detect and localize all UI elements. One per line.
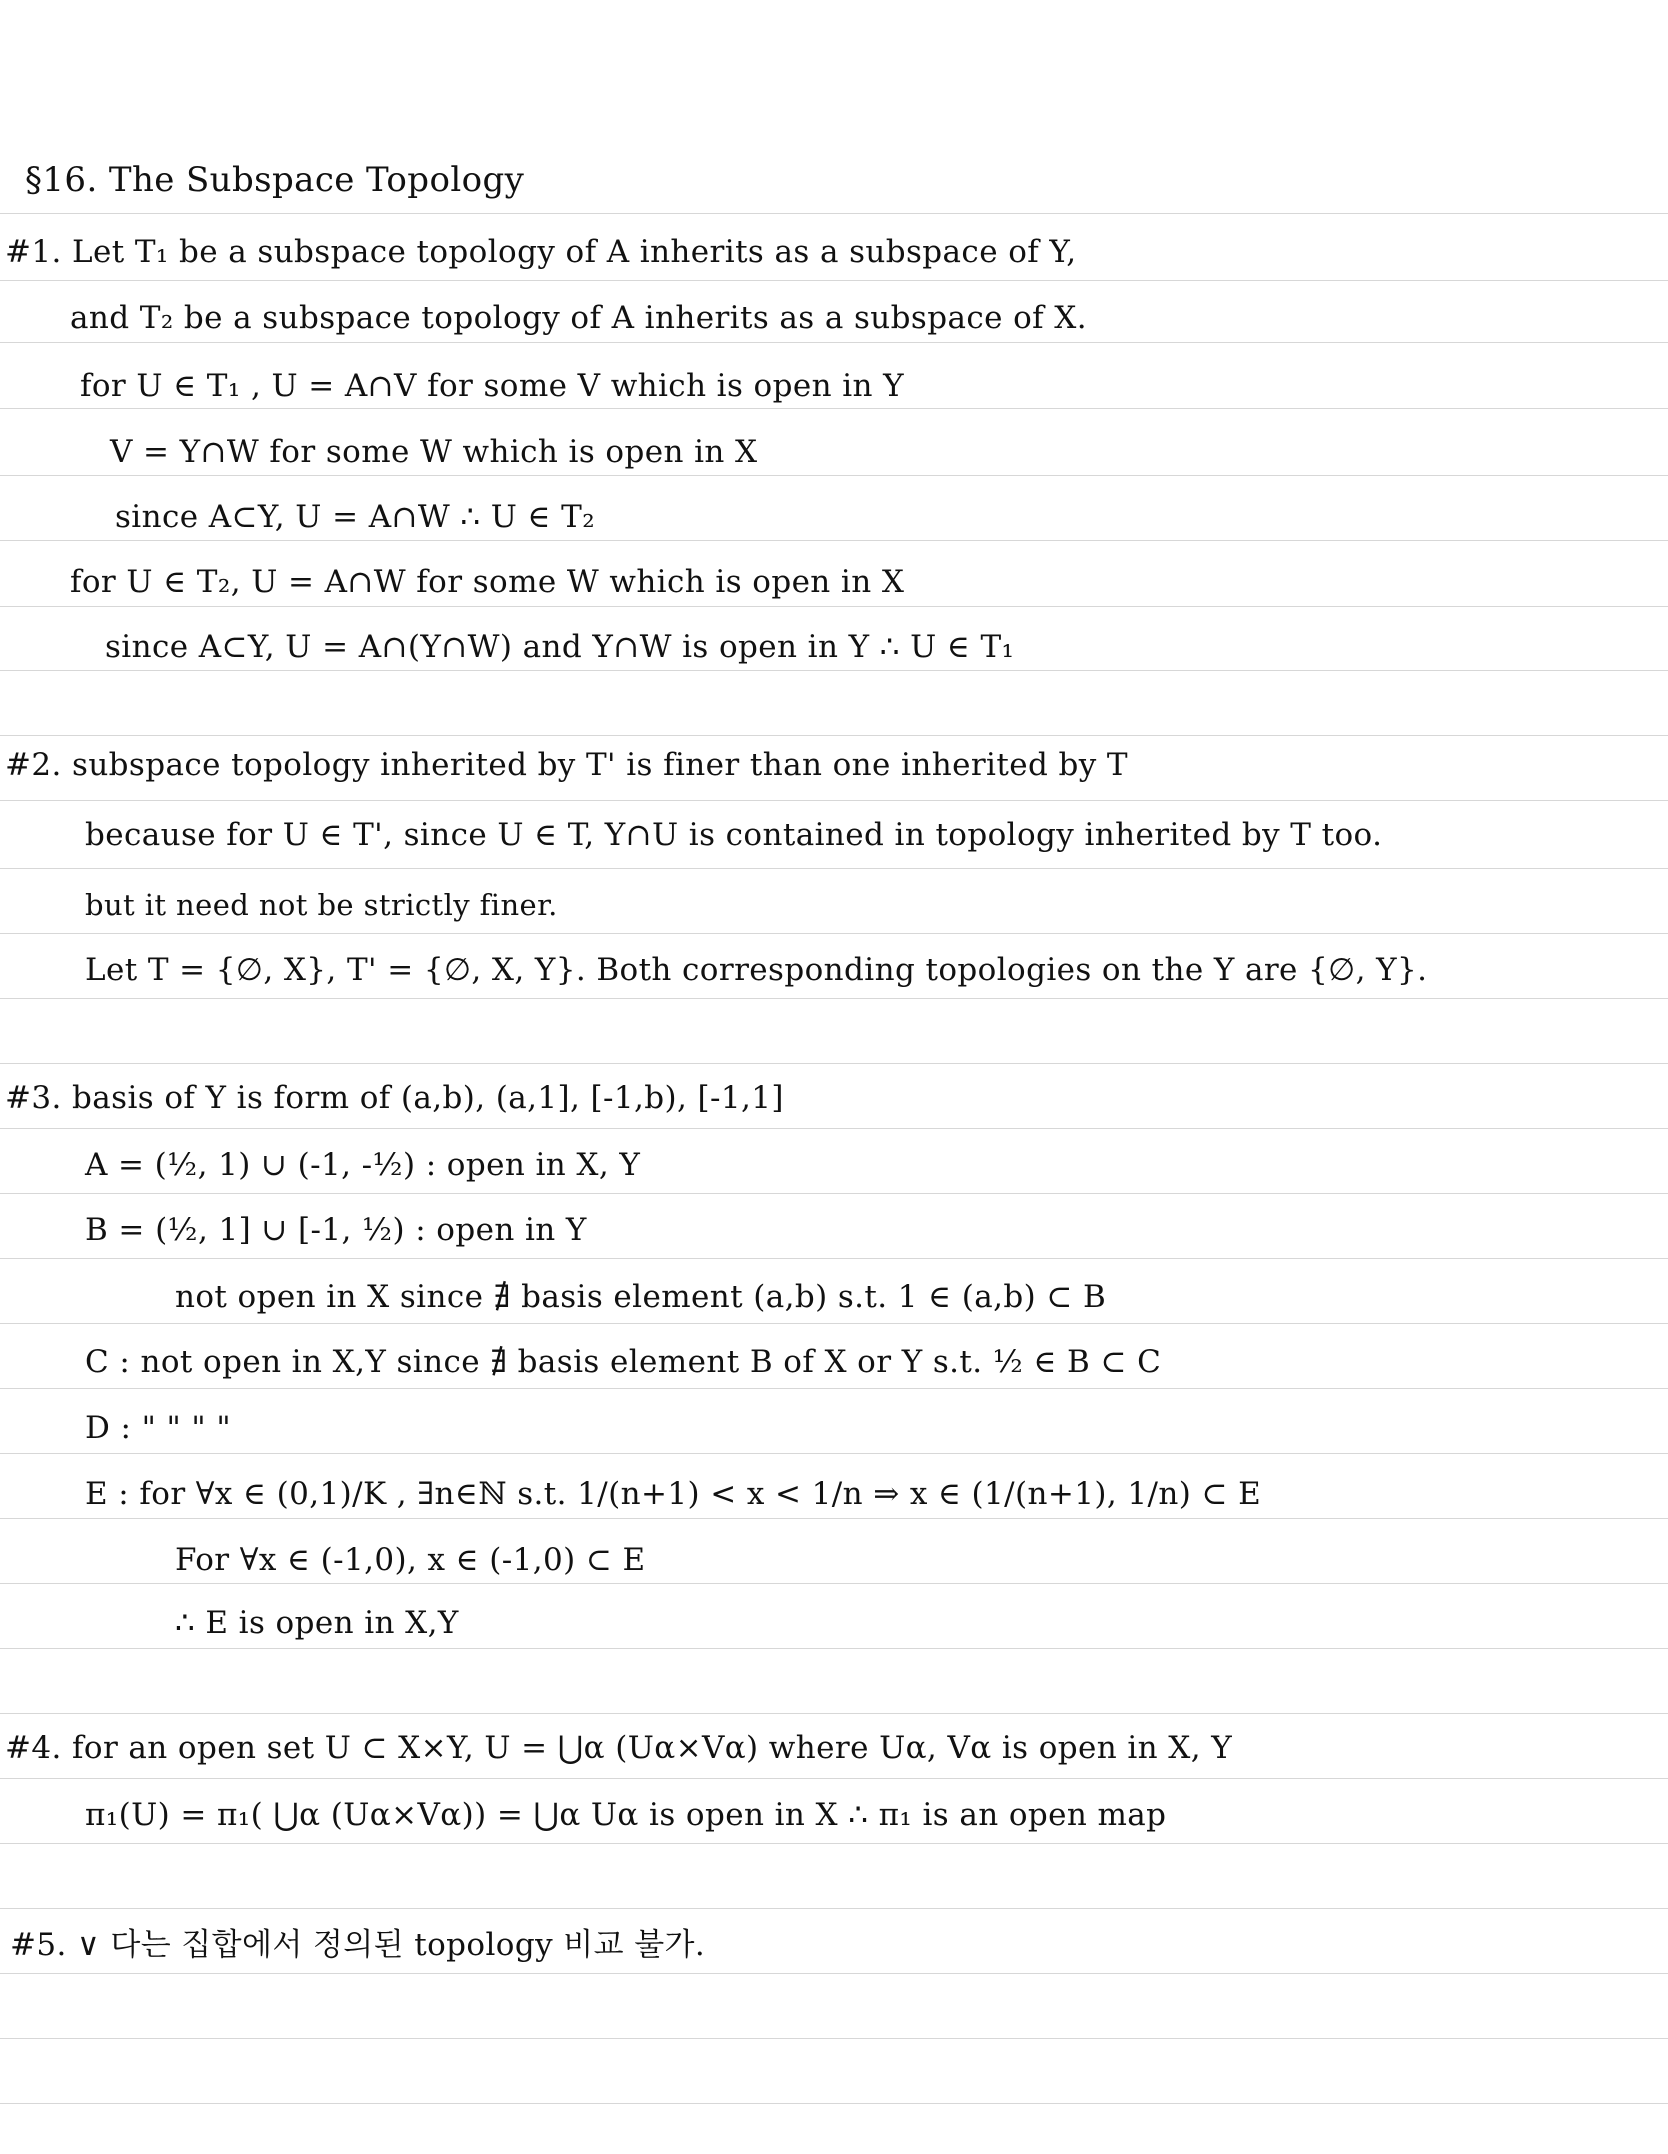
problem-2-line: because for U ∈ T', since U ∈ T, Y∩U is contained in topology inherited by T too. xyxy=(85,817,1383,853)
problem-4-line: π₁(U) = π₁( ⋃α (Uα×Vα)) = ⋃α Uα is open in X ∴ π₁ is an open map xyxy=(85,1797,1167,1833)
problem-3-line: B = (½, 1] ∪ [-1, ½) : open in Y xyxy=(85,1212,587,1248)
ruled-line xyxy=(0,998,1668,999)
problem-1-line: for U ∈ T₁ , U = A∩V for some V which is open in Y xyxy=(80,368,905,404)
ruled-line xyxy=(0,1388,1668,1389)
problem-3-line: C : not open in X,Y since ∄ basis element B of X or Y s.t. ½ ∈ B ⊂ C xyxy=(85,1344,1162,1380)
ruled-line xyxy=(0,1973,1668,1974)
ruled-line xyxy=(0,1128,1668,1129)
ruled-line xyxy=(0,408,1668,409)
problem-1-line: V = Y∩W for some W which is open in X xyxy=(110,434,758,470)
problem-3-line: ∴ E is open in X,Y xyxy=(175,1605,459,1641)
ruled-line xyxy=(0,540,1668,541)
ruled-line xyxy=(0,280,1668,281)
ruled-line xyxy=(0,1908,1668,1909)
ruled-line xyxy=(0,1063,1668,1064)
ruled-line xyxy=(0,1323,1668,1324)
problem-1-line: since A⊂Y, U = A∩W ∴ U ∈ T₂ xyxy=(115,499,596,535)
ruled-line xyxy=(0,1258,1668,1259)
ruled-line xyxy=(0,606,1668,607)
ruled-line xyxy=(0,342,1668,343)
ruled-line xyxy=(0,1453,1668,1454)
problem-1-line: for U ∈ T₂, U = A∩W for some W which is open in X xyxy=(70,564,905,600)
ruled-line xyxy=(0,670,1668,671)
problem-3-line: #3. basis of Y is form of (a,b), (a,1], [-1,b), [-1,1] xyxy=(5,1080,784,1116)
problem-1-line: and T₂ be a subspace topology of A inherits as a subspace of X. xyxy=(70,300,1088,336)
ruled-line xyxy=(0,1843,1668,1844)
problem-5-line: #5. ∨ 다는 집합에서 정의된 topology 비교 불가. xyxy=(10,1927,706,1963)
ruled-line xyxy=(0,800,1668,801)
problem-2-line: Let T = {∅, X}, T' = {∅, X, Y}. Both corresponding topologies on the Y are {∅, Y}. xyxy=(85,952,1428,988)
problem-2-line: #2. subspace topology inherited by T' is finer than one inherited by T xyxy=(5,747,1128,783)
ruled-line xyxy=(0,933,1668,934)
ruled-line xyxy=(0,2038,1668,2039)
ruled-line xyxy=(0,735,1668,736)
problem-1-line: #1. Let T₁ be a subspace topology of A inherits as a subspace of Y, xyxy=(5,234,1077,270)
ruled-line xyxy=(0,868,1668,869)
problem-1-line: since A⊂Y, U = A∩(Y∩W) and Y∩W is open in Y ∴ U ∈ T₁ xyxy=(105,629,1015,665)
problem-3-line: not open in X since ∄ basis element (a,b) s.t. 1 ∈ (a,b) ⊂ B xyxy=(175,1279,1107,1315)
problem-3-line: For ∀x ∈ (-1,0), x ∈ (-1,0) ⊂ E xyxy=(175,1542,646,1578)
page-title: §16. The Subspace Topology xyxy=(25,160,525,200)
problem-3-line: E : for ∀x ∈ (0,1)/K , ∃n∈ℕ s.t. 1/(n+1) < x < 1/n ⇒ x ∈ (1/(n+1), 1/n) ⊂ E xyxy=(85,1476,1262,1512)
problem-3-line: A = (½, 1) ∪ (-1, -½) : open in X, Y xyxy=(85,1147,641,1183)
ruled-line xyxy=(0,1648,1668,1649)
ruled-line xyxy=(0,1193,1668,1194)
ruled-line xyxy=(0,1713,1668,1714)
problem-4-line: #4. for an open set U ⊂ X×Y, U = ⋃α (Uα×Vα) where Uα, Vα is open in X, Y xyxy=(5,1730,1233,1766)
ruled-line xyxy=(0,475,1668,476)
problem-3-line: D : " " " " xyxy=(85,1410,232,1446)
ruled-line xyxy=(0,1518,1668,1519)
ruled-line xyxy=(0,1583,1668,1584)
ruled-line xyxy=(0,1778,1668,1779)
problem-2-line: but it need not be strictly finer. xyxy=(85,888,558,922)
ruled-line xyxy=(0,213,1668,214)
ruled-line xyxy=(0,2103,1668,2104)
